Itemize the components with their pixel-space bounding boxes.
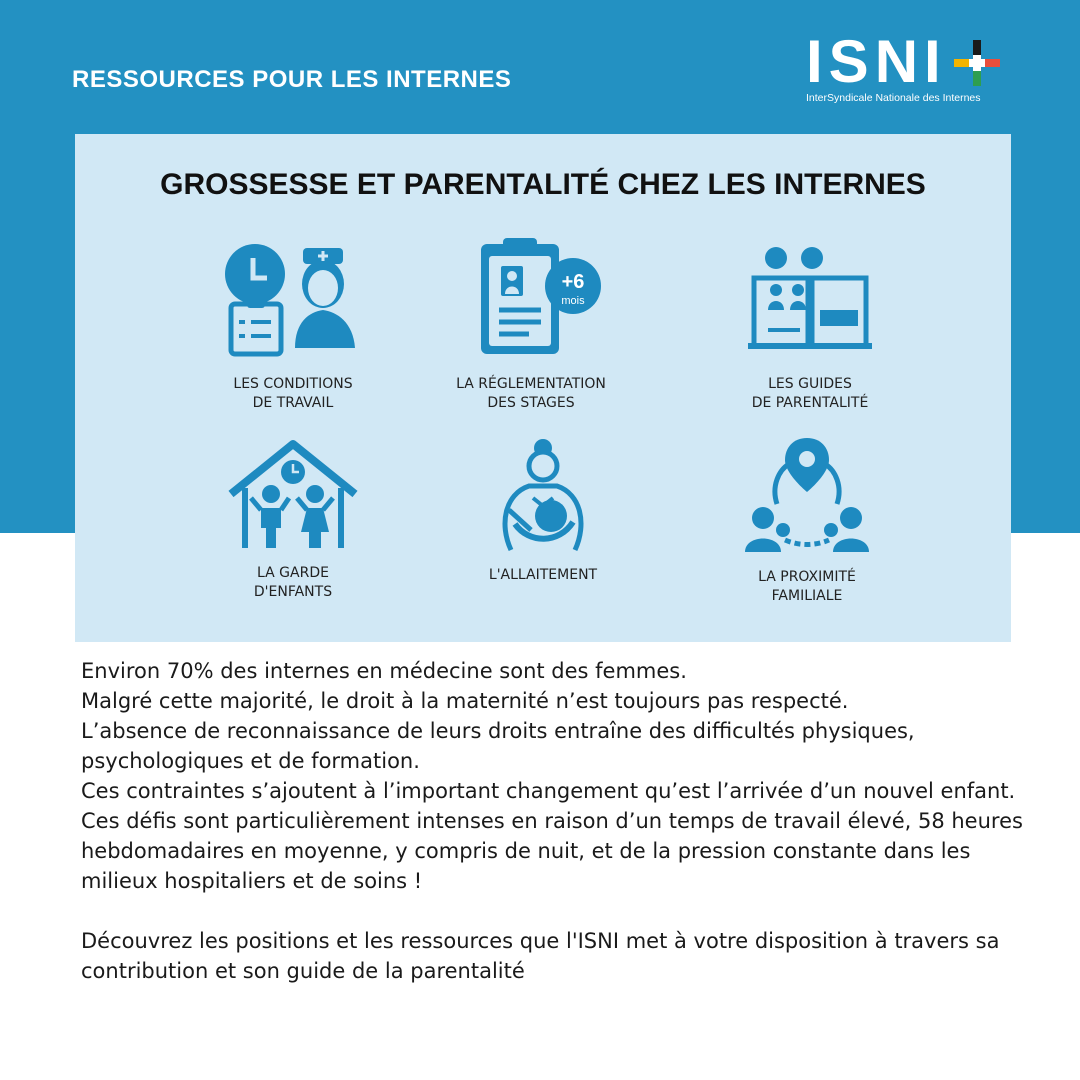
nurse-clipboard-icon	[223, 238, 363, 358]
header-label: RESSOURCES POUR LES INTERNES	[72, 66, 512, 93]
house-children-icon	[223, 436, 363, 556]
tile-label: LES GUIDES DE PARENTALITÉ	[751, 376, 869, 411]
body-paragraph: Environ 70% des internes en médecine sont des femmes.	[81, 659, 687, 683]
location-people-icon	[737, 434, 877, 554]
tile-label: LA PROXIMITÉ FAMILIALE	[758, 569, 856, 604]
tile-family-proximity[interactable]	[687, 434, 927, 634]
body-paragraph: L’absence de reconnaissance de leurs droits entraîne des difficultés physiques, psychologiques et de formation.	[81, 719, 915, 773]
tile-label: LES CONDITIONS DE TRAVAIL	[233, 376, 353, 411]
logo-wordmark: ISNI	[806, 28, 947, 95]
tile-working-conditions[interactable]	[173, 238, 413, 438]
isni-logo[interactable]	[806, 28, 1006, 108]
tile-label: LA GARDE D'ENFANTS	[253, 565, 333, 600]
resources-card	[75, 134, 1011, 642]
tile-childcare[interactable]	[173, 434, 413, 634]
tile-internship-rules[interactable]	[411, 238, 651, 438]
breastfeeding-icon	[473, 438, 613, 558]
family-book-icon	[740, 238, 880, 358]
logo-subtitle: InterSyndicale Nationale des Internes	[806, 92, 981, 104]
body-closing: Découvrez les positions et les ressources que l'ISNI met à votre disposition à travers sa contribution et son guide de la parentalité	[81, 929, 1000, 983]
badge-unit: mois	[561, 295, 585, 307]
badge-value: +6	[561, 271, 585, 293]
clipboard-plus6-icon	[461, 238, 601, 358]
body-text	[81, 656, 1031, 986]
tile-label: LA RÉGLEMENTATION DES STAGES	[456, 376, 606, 411]
body-paragraph: Malgré cette majorité, le droit à la maternité n’est toujours pas respecté.	[81, 689, 849, 713]
logo-plus-icon	[954, 40, 1000, 86]
tile-label: L'ALLAITEMENT	[488, 567, 598, 583]
tile-parenting-guides[interactable]	[690, 238, 930, 438]
body-paragraph: Ces défis sont particulièrement intenses en raison d’un temps de travail élevé, 58 heures hebdomadaires en moyenne, y compris de nuit, et de la pression constante dans les milieux hospitaliers et de soins !	[81, 809, 1023, 893]
body-paragraph: Ces contraintes s’ajoutent à l’important changement qu’est l’arrivée d’un nouvel enfant.	[81, 779, 1016, 803]
tile-breastfeeding[interactable]	[423, 434, 663, 634]
card-title: GROSSESSE ET PARENTALITÉ CHEZ LES INTERNES	[160, 168, 926, 201]
